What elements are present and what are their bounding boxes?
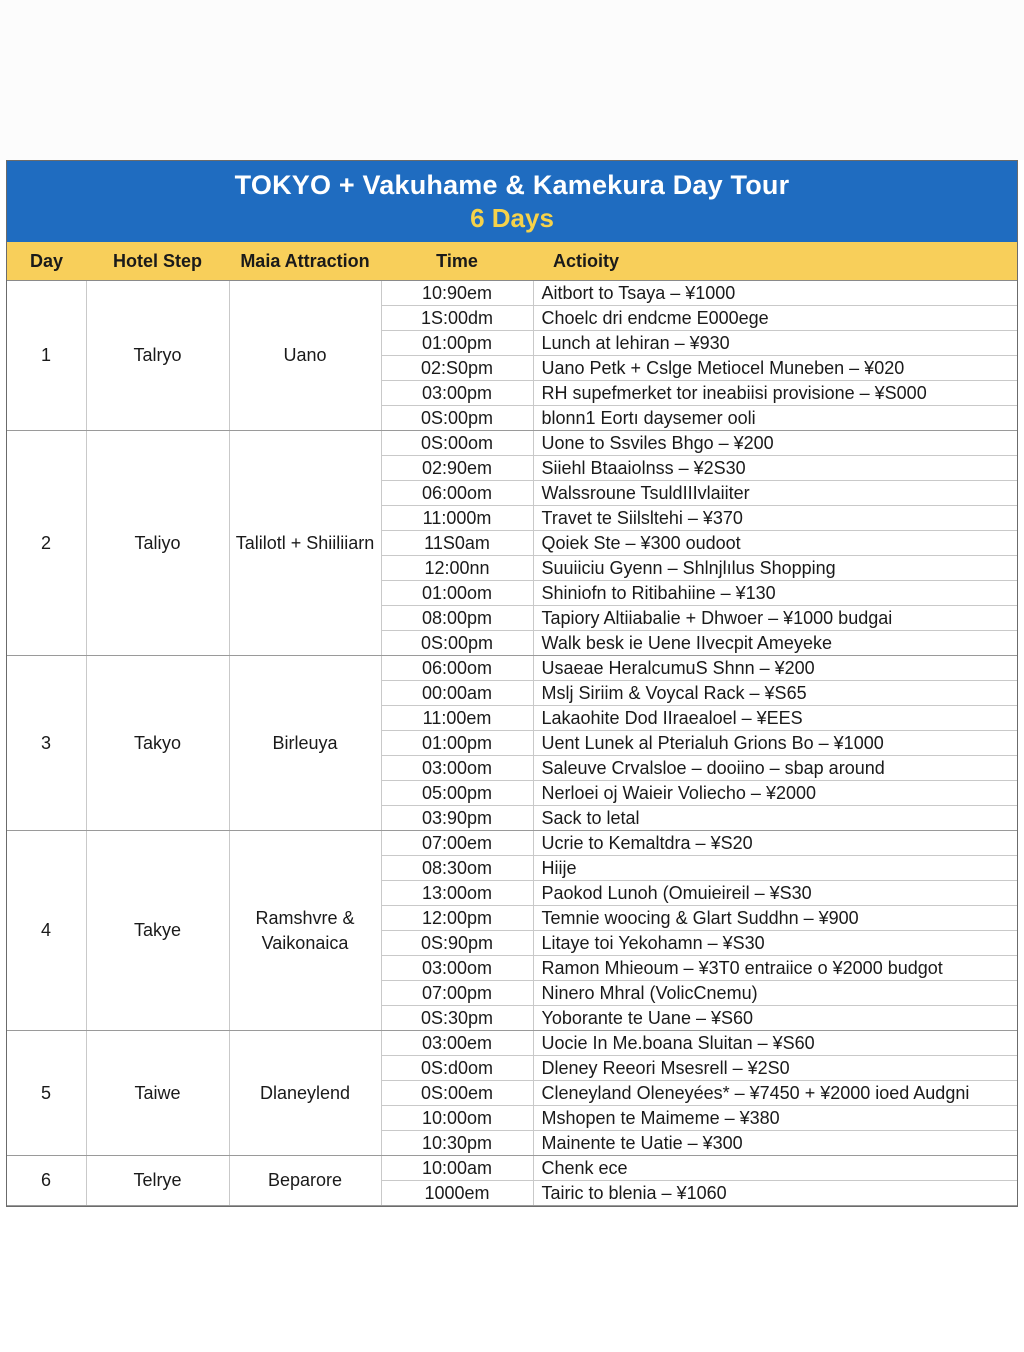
table-row [7, 831, 1017, 856]
document-subtitle: 6 Days [470, 203, 554, 233]
table-row [7, 1031, 1017, 1056]
activity-cell: Ucrie to Kemaltdra – ¥S20 [533, 831, 1017, 856]
time-cell: 0S:90pm [381, 931, 533, 956]
activity-cell: Aitbort to Tsaya – ¥1000 [533, 281, 1017, 306]
activity-cell: Walssroune TsuldIIIvlaiiter [533, 481, 1017, 506]
activity-cell: Choelc dri endcme E000ege [533, 306, 1017, 331]
activity-cell: Uone to Ssviles Bhgo – ¥200 [533, 431, 1017, 456]
title-banner [7, 161, 1017, 242]
activity-cell: Qoiek Ste – ¥300 oudoot [533, 531, 1017, 556]
time-cell: 12:00pm [381, 906, 533, 931]
activity-cell: Chenk ece [533, 1156, 1017, 1181]
activity-cell: Ninero Mhral (VolicCnemu) [533, 981, 1017, 1006]
document-title: TOKYO + Vakuhame & Kamekura Day Tour [234, 170, 790, 200]
time-cell: 05:00pm [381, 781, 533, 806]
time-cell: 10:90em [381, 281, 533, 306]
day-cell: 4 [7, 831, 86, 1031]
time-cell: 13:00om [381, 881, 533, 906]
activity-cell: Walk besk ie Uene IIvecpit Ameyeke [533, 631, 1017, 656]
time-cell: 08:00pm [381, 606, 533, 631]
activity-cell: Siiehl Btaaiolnss – ¥2S30 [533, 456, 1017, 481]
day-cell: 1 [7, 281, 86, 431]
activity-cell: Usaeae HeralcumuS Shnn – ¥200 [533, 656, 1017, 681]
attraction-cell: Talilotl + Shiiliiarn [229, 431, 381, 656]
day-cell: 2 [7, 431, 86, 656]
table-row [7, 431, 1017, 456]
time-cell: 11:000m [381, 506, 533, 531]
attraction-cell: Ramshvre & Vaikonaica [229, 831, 381, 1031]
hotel-cell: Taliyo [86, 431, 229, 656]
time-cell: 11S0am [381, 531, 533, 556]
time-cell: 10:30pm [381, 1131, 533, 1156]
table-row [7, 1156, 1017, 1181]
time-cell: 03:00pm [381, 381, 533, 406]
hotel-cell: Takyo [86, 656, 229, 831]
activity-cell: Mslj Siriim & Voycal Rack – ¥S65 [533, 681, 1017, 706]
time-cell: 00:00am [381, 681, 533, 706]
header-activity: Actioity [533, 242, 1017, 281]
hotel-cell: Talryo [86, 281, 229, 431]
activity-cell: Uano Petk + Cslge Metiocel Muneben – ¥020 [533, 356, 1017, 381]
activity-cell: Shiniofn to Ritibahiine – ¥130 [533, 581, 1017, 606]
header-attraction: Maia Attraction [229, 242, 381, 281]
activity-cell: Sack to letal [533, 806, 1017, 831]
hotel-cell: Taiwe [86, 1031, 229, 1156]
itinerary-table [7, 242, 1017, 1206]
time-cell: 02:90em [381, 456, 533, 481]
top-whitespace [0, 0, 1024, 160]
time-cell: 0S:00pm [381, 406, 533, 431]
activity-cell: Saleuve Crvalsloe – dooiino – sbap around [533, 756, 1017, 781]
activity-cell: Temnie woocing & Glart Suddhn – ¥900 [533, 906, 1017, 931]
activity-cell: blonn1 Eortı daysemer ooli [533, 406, 1017, 431]
time-cell: 07:00pm [381, 981, 533, 1006]
time-cell: 11:00em [381, 706, 533, 731]
time-cell: 07:00em [381, 831, 533, 856]
time-cell: 01:00pm [381, 331, 533, 356]
table-row [7, 281, 1017, 306]
header-time: Time [381, 242, 533, 281]
time-cell: 0S:00pm [381, 631, 533, 656]
time-cell: 03:90pm [381, 806, 533, 831]
time-cell: 02:S0pm [381, 356, 533, 381]
day-cell: 5 [7, 1031, 86, 1156]
time-cell: 1S:00dm [381, 306, 533, 331]
time-cell: 03:00om [381, 756, 533, 781]
time-cell: 1000em [381, 1181, 533, 1206]
activity-cell: Dleney Reeori Msesrell – ¥2S0 [533, 1056, 1017, 1081]
activity-cell: Mshopen te Maimeme – ¥380 [533, 1106, 1017, 1131]
itinerary-sheet [6, 160, 1018, 1207]
hotel-cell: Telrye [86, 1156, 229, 1206]
attraction-cell: Uano [229, 281, 381, 431]
time-cell: 10:00om [381, 1106, 533, 1131]
activity-cell: Tairic to blenia – ¥1060 [533, 1181, 1017, 1206]
activity-cell: Mainente te Uatie – ¥300 [533, 1131, 1017, 1156]
time-cell: 01:00pm [381, 731, 533, 756]
time-cell: 08:30om [381, 856, 533, 881]
activity-cell: Lunch at lehiran – ¥930 [533, 331, 1017, 356]
time-cell: 12:00nn [381, 556, 533, 581]
attraction-cell: Birleuya [229, 656, 381, 831]
time-cell: 03:00em [381, 1031, 533, 1056]
activity-cell: Suuiiciu Gyenn – Shlnjlılus Shopping [533, 556, 1017, 581]
time-cell: 0S:30pm [381, 1006, 533, 1031]
table-row [7, 656, 1017, 681]
activity-cell: Tapiory Altiiabalie + Dhwoer – ¥1000 budgai [533, 606, 1017, 631]
time-cell: 01:00om [381, 581, 533, 606]
time-cell: 10:00am [381, 1156, 533, 1181]
activity-cell: Travet te Siilsltehi – ¥370 [533, 506, 1017, 531]
day-cell: 3 [7, 656, 86, 831]
attraction-cell: Dlaneylend [229, 1031, 381, 1156]
time-cell: 0S:00em [381, 1081, 533, 1106]
hotel-cell: Takye [86, 831, 229, 1031]
activity-cell: Uent Lunek al Pterialuh Grions Bo – ¥1000 [533, 731, 1017, 756]
attraction-cell: Beparore [229, 1156, 381, 1206]
activity-cell: Yoborante te Uane – ¥S60 [533, 1006, 1017, 1031]
activity-cell: Ramon Mhieoum – ¥3T0 entraiice o ¥2000 budgot [533, 956, 1017, 981]
itinerary-body [7, 281, 1017, 1206]
time-cell: 06:00om [381, 481, 533, 506]
table-header-row [7, 242, 1017, 281]
header-hotel: Hotel Step [86, 242, 229, 281]
activity-cell: RH supefmerket tor ineabiisi provisione – ¥S000 [533, 381, 1017, 406]
activity-cell: Nerloei oj Waieir Voliecho – ¥2000 [533, 781, 1017, 806]
activity-cell: Paokod Lunoh (Omuieireil – ¥S30 [533, 881, 1017, 906]
header-day: Day [7, 242, 86, 281]
time-cell: 0S:d0om [381, 1056, 533, 1081]
day-cell: 6 [7, 1156, 86, 1206]
activity-cell: Uocie In Me.boana Sluitan – ¥S60 [533, 1031, 1017, 1056]
time-cell: 0S:00om [381, 431, 533, 456]
activity-cell: Litaye toi Yekohamn – ¥S30 [533, 931, 1017, 956]
activity-cell: Cleneyland Oleneyées* – ¥7450 + ¥2000 ioed Audgni [533, 1081, 1017, 1106]
time-cell: 03:00om [381, 956, 533, 981]
time-cell: 06:00om [381, 656, 533, 681]
activity-cell: Lakaohite Dod IIraealoel – ¥EES [533, 706, 1017, 731]
activity-cell: Hiije [533, 856, 1017, 881]
